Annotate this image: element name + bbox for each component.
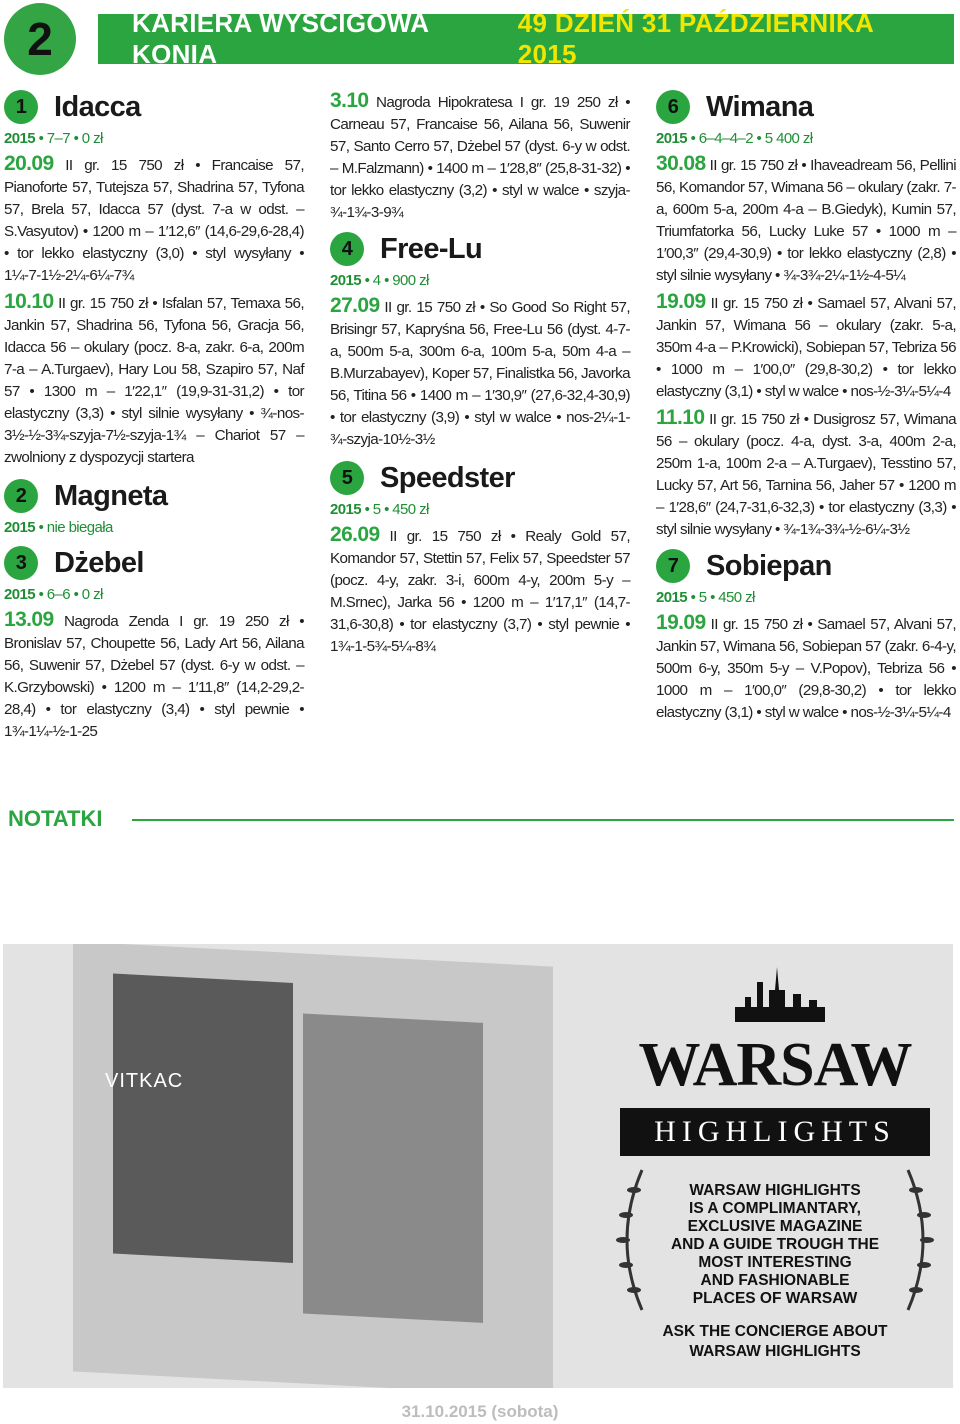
- header-bar: [98, 8, 954, 69]
- ad-description: WARSAW HIGHLIGHTS IS A COMPLIMANTARY, EXCLUSIVE MAGAZINE AND A GUIDE TROUGH THE MOST INTERESTING AND FASHIONABLE PLACES OF WARSAW: [670, 1182, 880, 1307]
- magazine-sign: VITKAC: [105, 1070, 184, 1092]
- horse-number: 5: [330, 461, 364, 495]
- race-entry: 3.10 Nagroda Hipokratesa I gr. 19 250 zł • Carneau 57, Francaise 56, Ailana 56, Suwenir 57, Santo Cerro 57, Dżebel 57 (dyst. 6-y w odst. – M.Falzmann) • 1400 m – 1′28,8″ (25,8-31-32) • tor lekko elastyczny (3,2) • styl w walce • szyja-¾-1¾-3-9¾: [330, 89, 630, 221]
- footer-date: 31.10.2015 (sobota): [401, 1402, 559, 1421]
- horse-number: 3: [4, 546, 38, 580]
- horse-name: Sobiepan: [706, 549, 832, 582]
- horse-number: 4: [330, 232, 364, 266]
- notes-divider: [132, 819, 954, 821]
- column-3: [656, 90, 956, 728]
- race-entry: 30.08 II gr. 15 750 zł • Ihaveadream 56, Pellini 56, Komandor 57, Wimana 56 – okulary (zakr. 7-a, 600m 5-a, 200m 4-a – B.Giedyk), Kumin 57, Triumfatorka 56, Lucky Luke 57 • 1000 m – 1′00,3″ (29,4-30,9) • tor lekko elastyczny (2,8) • styl silnie wysyłany • ¾-3¾-2¼-1½-4-5¼: [656, 152, 956, 284]
- race-entry: 11.10 II gr. 15 750 zł • Dusigrosz 57, Wimana 56 – okulary (pocz. 4-a, dyst. 3-a, 400m 2-a, 250m 1-a, 100m 2-a – A.Turgaev), Tesstino 57, Lucky 57, Art 56, Tarnina 56, Jaher 57 • 1200 m – 1′28,6″ (24,7-31,6-32,3) • tor elastyczny (3,3) • styl silnie wysyłany • ¾-1¾-3¾-½-6¼-3½: [656, 406, 956, 538]
- column-2: [330, 90, 630, 662]
- magazine-photo: [113, 974, 293, 1263]
- notes-label: NOTATKI: [8, 806, 103, 831]
- horse-stats: 2015 • 6–6 • 0 zł: [4, 586, 103, 603]
- horse-heading: [330, 461, 630, 495]
- race-entry: 10.10 II gr. 15 750 zł • Isfalan 57, Temaxa 56, Jankin 57, Shadrina 56, Tyfona 56, Gracja 56, Idacca 56 – okulary (pocz. 8-a, zakr. 6-a, 200m 7-a – A.Turgaev), Hary Lou 58, Szapiro 57, Naf 57 • 1300 m – 1′22,1″ (19,9-31-31,2) • tor elastyczny (3,3) • styl silnie wysyłany • ¾-nos-3½-½-3¾-szyja-7½-szyja-1¾ – Chariot 57 – zwolniony z dyspozycji startera: [4, 290, 304, 466]
- ad-call-to-action: ASK THE CONCIERGE ABOUT WARSAW HIGHLIGHTS: [662, 1323, 888, 1360]
- horse-heading: [4, 546, 304, 580]
- header-title: KARIERA WYŚCIGOWA KONIA: [132, 8, 429, 69]
- horse-stats: 2015 • 6–4–4–2 • 5 400 zł: [656, 130, 813, 147]
- race-entry: 20.09 II gr. 15 750 zł • Francaise 57, Pianoforte 57, Tutejsza 57, Shadrina 57, Tyfona 57, Brela 57, Idacca 57 (dyst. 7-a w odst. – S.Vasyutov) • 1200 m – 1′12,6″ (14,6-29,6-28,4) • tor lekko elastyczny (3,0) • styl wysyłany • 1¼-7-1½-2¼-6¼-7¾: [4, 152, 304, 284]
- horse-name: Free-Lu: [380, 232, 483, 265]
- horse-name: Wimana: [706, 90, 814, 123]
- horse-stats: 2015 • 7–7 • 0 zł: [4, 130, 103, 147]
- magazine-photo: [303, 1013, 483, 1322]
- horse-heading: [4, 479, 304, 513]
- race-entry: 13.09 Nagroda Zenda I gr. 19 250 zł • Bronislav 57, Choupette 56, Lady Art 56, Ailana 56, Suwenir 57, Dżebel 57 (dyst. 6-y w odst. – K.Grzybowski) • 1200 m – 1′11,8″ (14,2-29,2-28,4) • tor elastyczny (3,4) • styl pewnie • 1¾-1¼-½-1-25: [4, 608, 304, 740]
- horse-number: 1: [4, 90, 38, 124]
- logo-warsaw: WARSAW: [638, 1031, 912, 1099]
- horse-stats: 2015 • 4 • 900 zł: [330, 272, 429, 289]
- page-number: 2: [4, 3, 76, 75]
- column-1: [4, 90, 304, 747]
- skyline-icon: [735, 962, 825, 1022]
- horse-heading: [330, 232, 630, 266]
- header-date: 49 DZIEŃ 31 PAŹDZIERNIKA 2015: [517, 8, 874, 69]
- horse-number: 7: [656, 549, 690, 583]
- horse-name: Idacca: [54, 90, 141, 123]
- race-entry: 26.09 II gr. 15 750 zł • Realy Gold 57, Komandor 57, Stettin 57, Felix 57, Speedster 57 (pocz. 4-y, zakr. 3-i, 600m 4-y, 200m 5-y – M.Srnec), Jarka 56 • 1200 m – 1′17,1″ (14,7-31,6-30,8) • tor elastyczny (3,7) • styl pewnie • 1¾-1-5¾-5¼-8¾: [330, 523, 630, 655]
- horse-stats: 2015 • 5 • 450 zł: [656, 589, 755, 606]
- horse-number: 2: [4, 479, 38, 513]
- horse-name: Magneta: [54, 479, 168, 512]
- race-entry: 19.09 II gr. 15 750 zł • Samael 57, Alvani 57, Jankin 57, Wimana 56, Sobiepan 57 (zakr. 6-4-y, 500m 6-y, 350m 5-y – V.Popov), Tebriza 56 • 1000 m – 1′00,0″ (29,8-30,2) • tor lekko elastyczny (3,1) • styl w walce • nos-½-3¼-5¼-4: [656, 611, 956, 721]
- logo-highlights: HIGHLIGHTS: [620, 1108, 930, 1156]
- horse-name: Speedster: [380, 461, 515, 494]
- race-entry: 19.09 II gr. 15 750 zł • Samael 57, Alvani 57, Jankin 57, Wimana 56 – okulary (zakr. 5-a, 350m 4-a – P.Krowicki), Sobiepan 57, Tebriza 56 • 1000 m – 1′00,0″ (29,8-30,2) • tor lekko elastyczny (3,1) • styl w walce • nos-½-3¼-5¼-4: [656, 290, 956, 400]
- race-entry: 27.09 II gr. 15 750 zł • So Good So Right 57, Brisingr 57, Kapryśna 56, Free-Lu 56 (dyst. 4-7-a, 500m 5-a, 300m 6-a, 100m 5-a, 50m 4-a – B.Murzabayev), Koper 57, Finalistka 56, Javorka 56, Titina 56 • 1400 m – 1′30,9″ (27,6-32,4-30,9) • tor elastyczny (3,9) • styl w walce • nos-2¼-1-¾-szyja-10½-3½: [330, 294, 630, 448]
- horse-heading: [656, 549, 956, 583]
- horse-stats: 2015 • nie biegała: [4, 519, 113, 536]
- horse-number: 6: [656, 90, 690, 124]
- horse-heading: [4, 90, 304, 124]
- magazine-cover: [73, 944, 553, 1388]
- horse-heading: [656, 90, 956, 124]
- horse-name: Dżebel: [54, 546, 144, 579]
- horse-stats: 2015 • 5 • 450 zł: [330, 501, 429, 518]
